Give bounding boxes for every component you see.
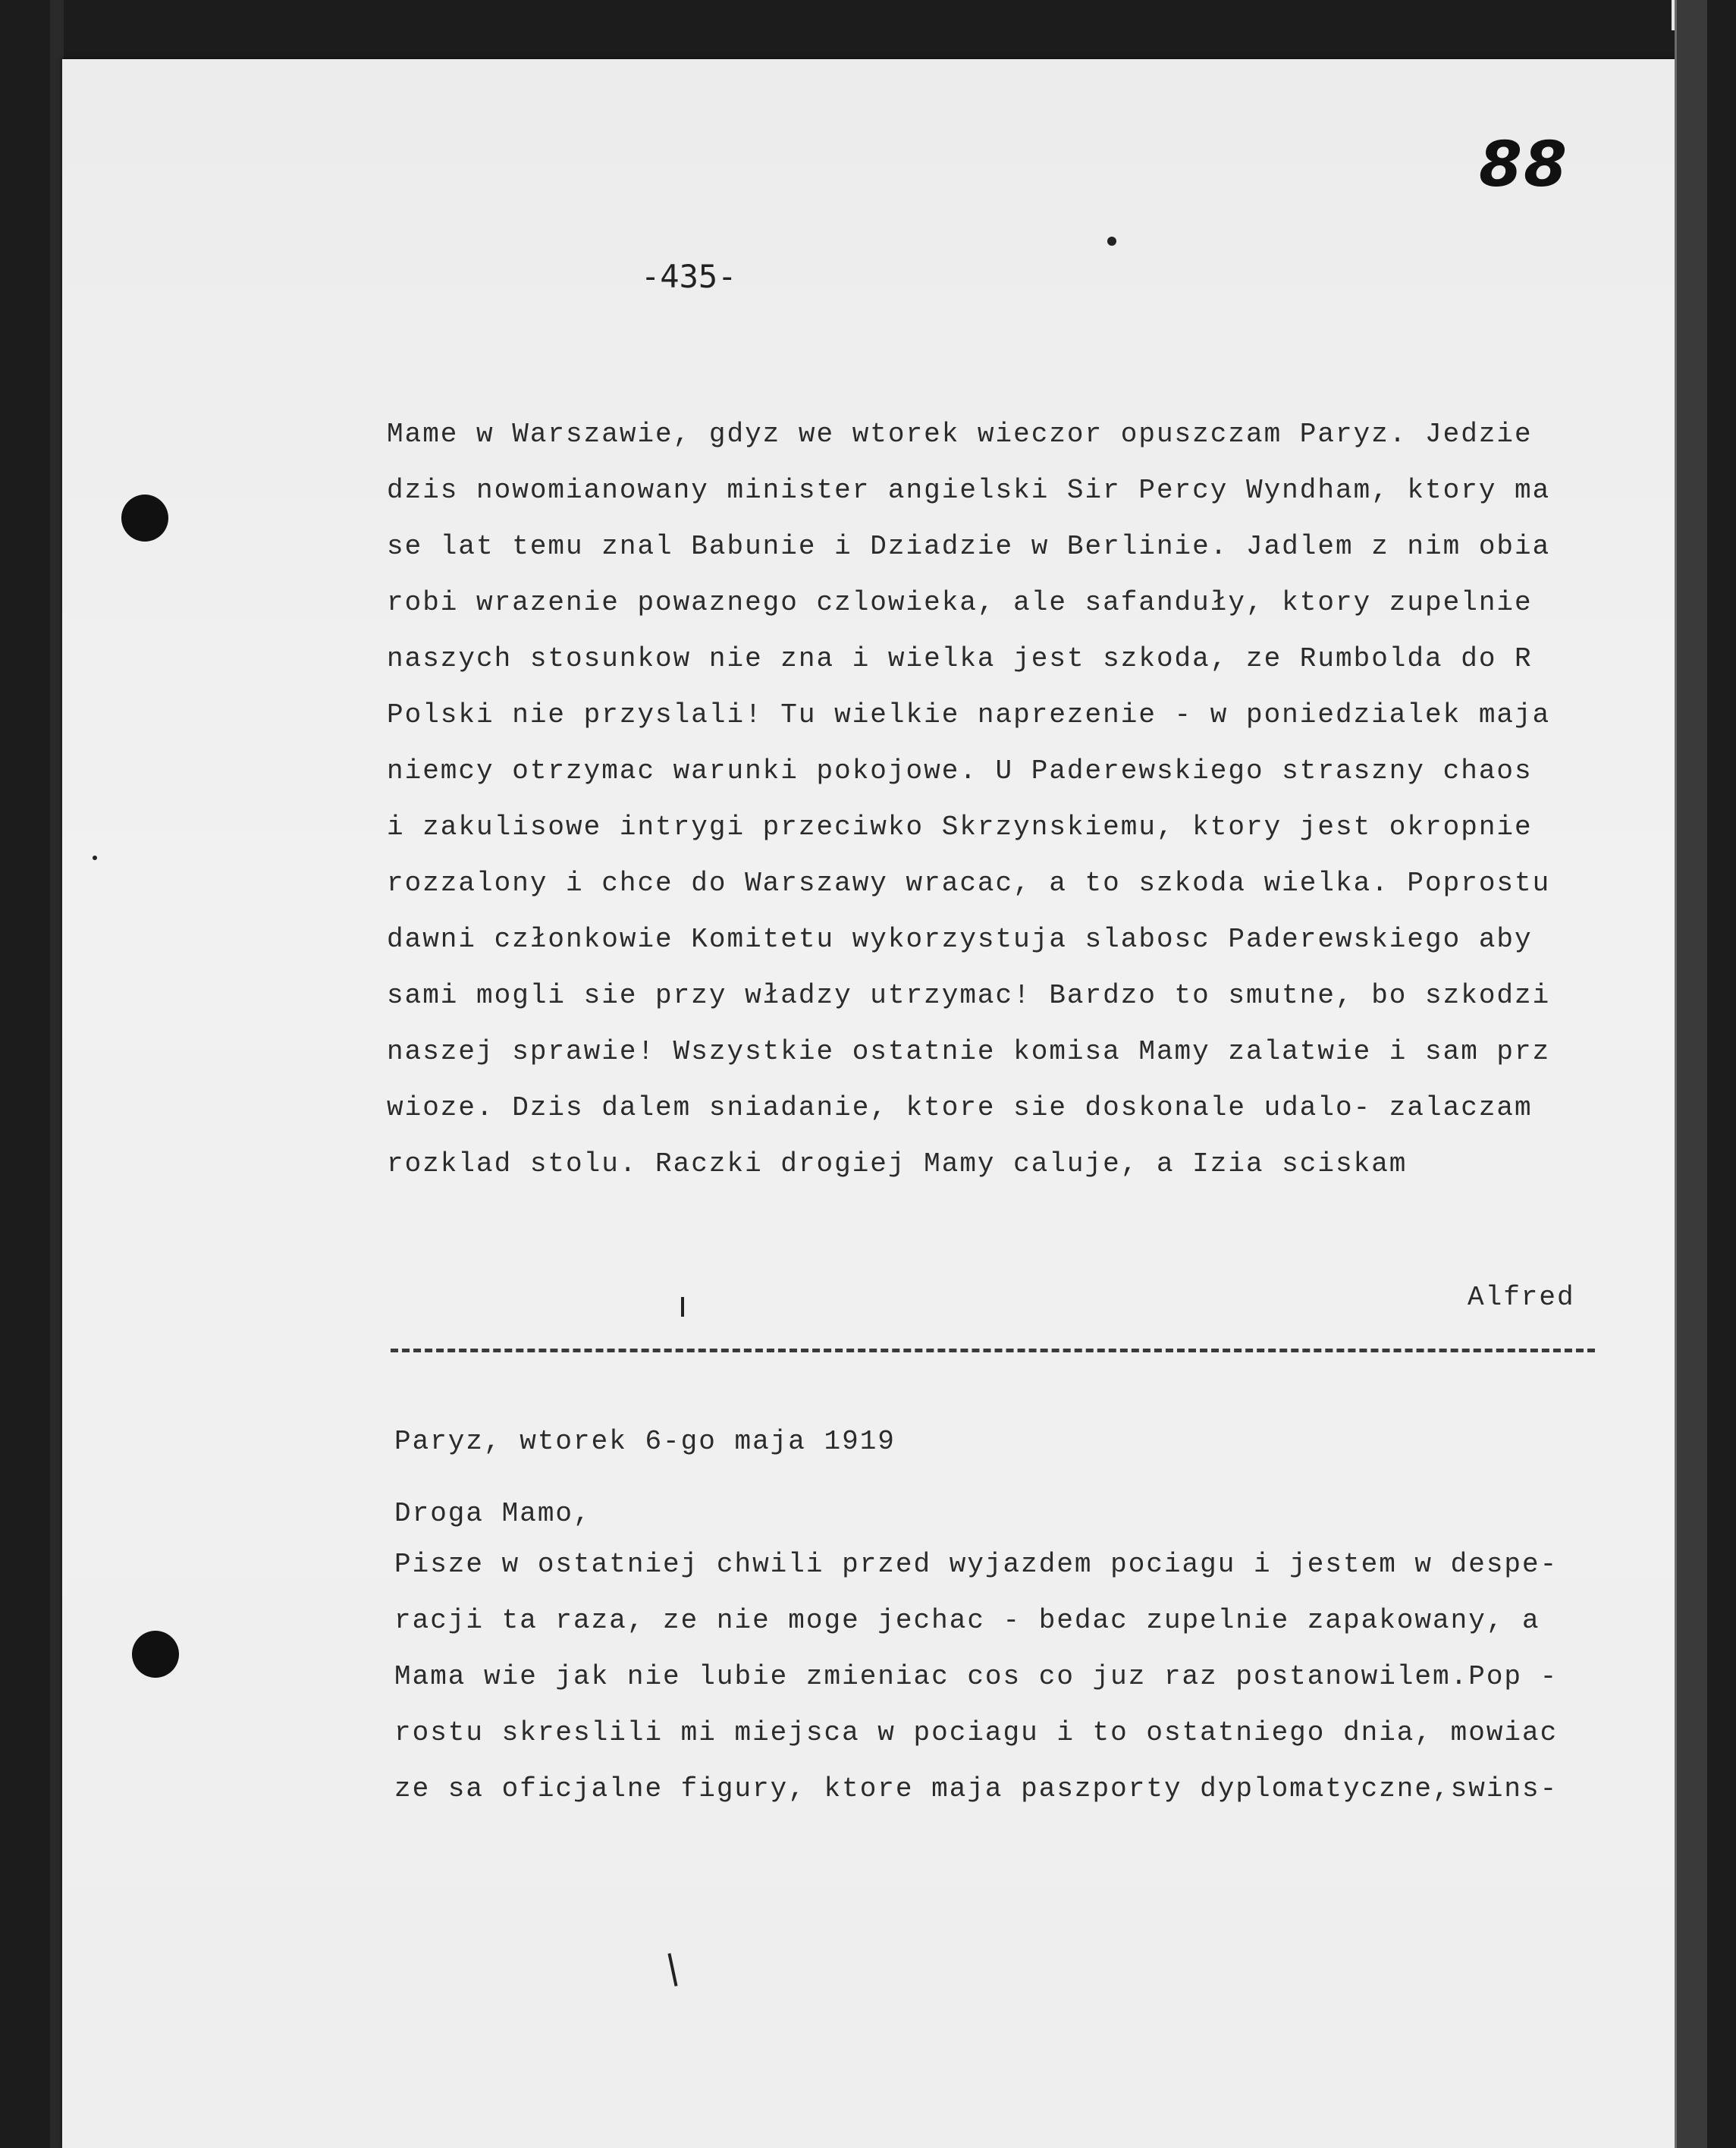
ink-dot [1107,237,1116,246]
letter1-body [387,407,1631,1192]
signature: Alfred [1468,1282,1575,1313]
text-line: naszych stosunkow nie zna i wielka jest szkoda, ze Rumbolda do R [387,643,1533,674]
ink-dot [93,856,97,860]
scan-top-tick [1672,0,1675,30]
letter2-body [394,1537,1638,1817]
text-line: ze sa oficjalne figury, ktore maja paszporty dyplomatyczne,swins- [394,1773,1559,1804]
text-line: niemcy otrzymac warunki pokojowe. U Paderewskiego straszny chaos [387,755,1533,787]
text-line: robi wrazenie powaznego czlowieka, ale safanduły, ktory zupelnie [387,587,1533,618]
text-line: dzis nowomianowany minister angielski Sir Percy Wyndham, ktory ma [387,475,1551,506]
text-line: se lat temu znal Babunie i Dziadzie w Berlinie. Jadlem z nim obia [387,531,1551,562]
salutation: Droga Mamo, [394,1498,592,1529]
text-line: dawni członkowie Komitetu wykorzystuja slabosc Paderewskiego aby [387,924,1533,955]
dateline: Paryz, wtorek 6-go maja 1919 [394,1426,896,1457]
text-line: racji ta raza, ze nie moge jechac - bedac zupelnie zapakowany, a [394,1605,1540,1636]
punch-hole-bottom [132,1631,179,1678]
scan-right-edge [1675,0,1707,2148]
text-line: rozklad stolu. Raczki drogiej Mamy caluje, a Izia sciskam [387,1148,1408,1179]
text-line: wioze. Dzis dalem sniadanie, ktore sie doskonale udalo- zalaczam [387,1092,1533,1123]
page-number: -435- [641,258,737,295]
text-line: naszej sprawie! Wszystkie ostatnie komisa Mamy zalatwie i sam prz [387,1036,1551,1067]
text-line: Mame w Warszawie, gdyz we wtorek wieczor opuszczam Paryz. Jedzie [387,419,1533,450]
text-line: rostu skreslili mi miejsca w pociagu i to ostatniego dnia, mowiac [394,1717,1559,1748]
text-line: i zakulisowe intrygi przeciwko Skrzynskiemu, ktory jest okropnie [387,812,1533,843]
dashed-separator [391,1349,1595,1352]
text-line: Polski nie przyslali! Tu wielkie naprezenie - w poniedzialek maja [387,699,1551,730]
text-line: sami mogli sie przy władzy utrzymac! Bardzo to smutne, bo szkodzi [387,980,1551,1011]
text-line: Mama wie jak nie lubie zmieniac cos co juz raz postanowilem.Pop - [394,1661,1559,1692]
punch-hole-top [121,495,168,542]
text-line: rozzalony i chce do Warszawy wracac, a to szkoda wielka. Poprostu [387,868,1551,899]
text-line: Pisze w ostatniej chwili przed wyjazdem pociagu i jestem w despe- [394,1549,1559,1580]
folio-number: 88 [1479,129,1569,201]
ink-mark [681,1297,684,1317]
